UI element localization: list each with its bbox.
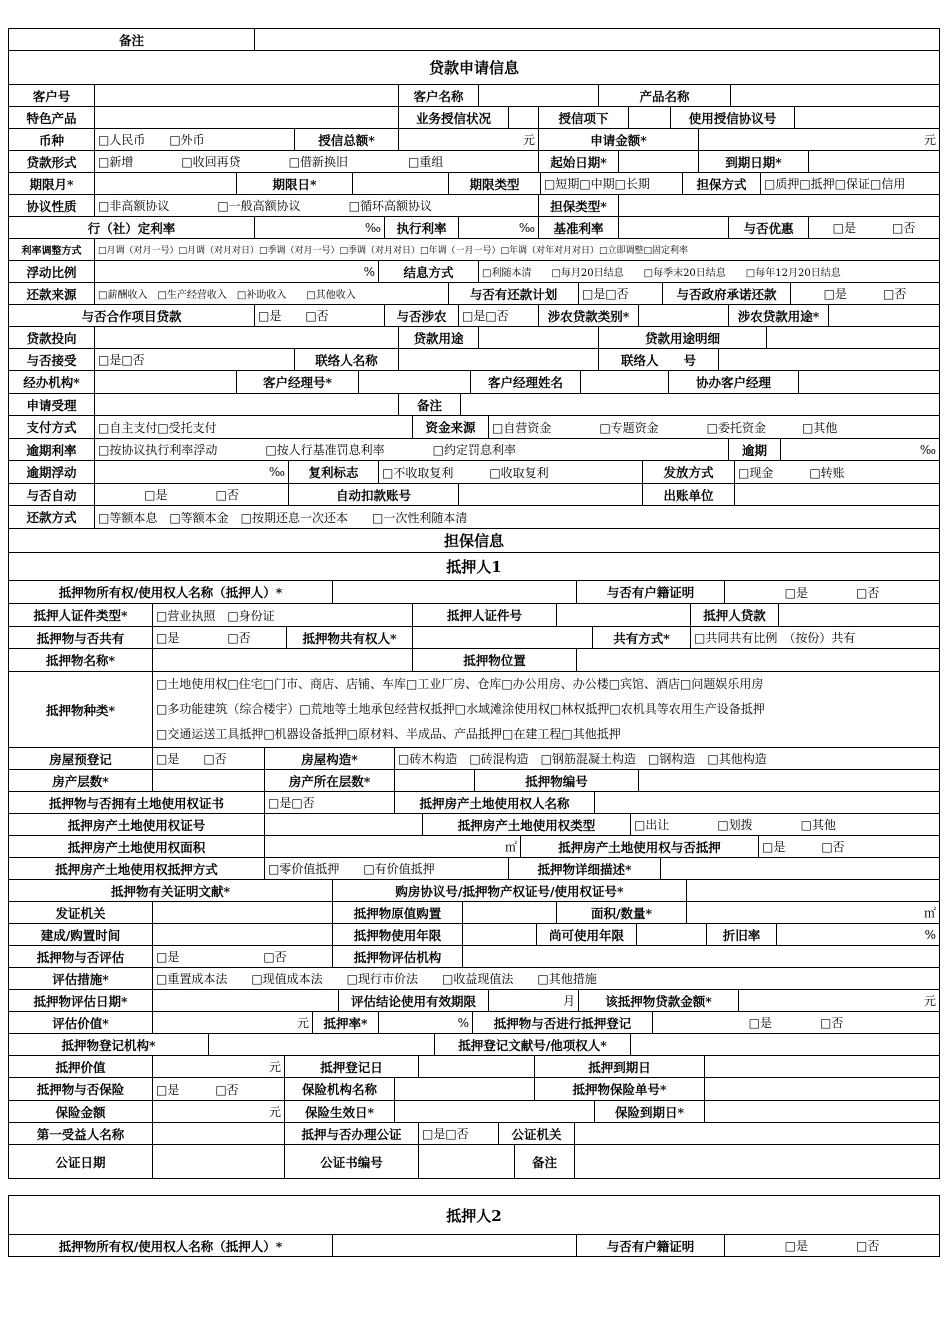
credit-total-label: 授信总额* — [295, 129, 399, 150]
household-proof-options[interactable]: □是 □否 — [784, 585, 880, 600]
contact-row — [8, 349, 940, 371]
collateral-detail-label: 抵押物详细描述* — [509, 858, 661, 879]
owner-name-field[interactable] — [333, 1235, 577, 1256]
eval-method-options[interactable]: □重置成本法 □现值成本法 □现行市价法 □收益现值法 □其他措施 — [156, 972, 597, 986]
issuer-row — [8, 902, 940, 924]
reg-agency-row — [8, 1034, 940, 1056]
build-time-row — [8, 924, 940, 946]
guarantee-method-options[interactable]: □质押□抵押□保证□信用 — [764, 177, 906, 191]
overdue-rate-options[interactable]: □按协议执行利率浮动 □按人行基准罚息利率 □约定罚息利率 — [95, 439, 729, 460]
id-number-field[interactable] — [557, 604, 691, 626]
accept-label: 与否接受 — [9, 349, 95, 370]
collateral-type-options[interactable] — [153, 672, 939, 747]
notary-date-row — [8, 1145, 940, 1179]
agreement-options[interactable]: □非高额协议 □一般高额协议 □循环高额协议 — [95, 195, 539, 216]
house-structure-label: 房屋构造* — [265, 748, 395, 769]
contact-phone-field[interactable] — [719, 349, 939, 370]
loan-amount-field[interactable]: 元 — [923, 994, 936, 1008]
collateral-location-field[interactable] — [577, 649, 939, 671]
exec-rate-label: 执行利率 — [385, 217, 459, 238]
collateral-type-line[interactable]: □多功能建筑（综合楼宇）□荒地等土地承包经营权抵押□水域滩涂使用权□林权抵押□农机具等农用生产设备抵押 — [156, 702, 765, 716]
agreement-label: 协议性质 — [9, 195, 95, 216]
owner-name-label: 抵押物所有权/使用权人名称（抵押人）* — [9, 1235, 333, 1256]
auto-account-field[interactable] — [459, 484, 643, 505]
remark-label-3: 备注 — [515, 1145, 575, 1178]
overdue-label: 逾期 — [729, 439, 781, 460]
repay-method-label: 还款方式 — [9, 506, 95, 528]
remark-field[interactable] — [255, 29, 939, 50]
auto-options[interactable]: □是 □否 — [95, 484, 289, 505]
section-mortgagor-1 — [8, 553, 940, 581]
mortgage-end-label: 抵押到期日 — [535, 1056, 705, 1077]
insure-amount-row — [8, 1101, 940, 1123]
beneficiary-field[interactable] — [153, 1123, 285, 1144]
land-owner-name-label: 抵押房产土地使用权人名称 — [395, 792, 595, 813]
eval-valid-field[interactable]: 月 — [489, 990, 579, 1011]
land-owner-name-field[interactable] — [595, 792, 939, 813]
interest-method-options[interactable]: □利随本清 □每月20日结息 □每季末20日结息 □每年12月20日结息 — [482, 268, 841, 279]
term-day-label: 期限日* — [237, 173, 353, 194]
build-time-field[interactable] — [153, 924, 333, 945]
co-own-method-options[interactable]: □共同共有比例 （按份）共有 — [694, 631, 856, 645]
house-pre-row — [8, 748, 940, 770]
section-loan-info — [8, 51, 940, 85]
property-cert-field[interactable] — [687, 880, 939, 901]
currency-label: 币种 — [9, 129, 95, 150]
start-date-field[interactable] — [619, 151, 699, 172]
manager-id-field[interactable] — [359, 371, 471, 393]
house-pre-label: 房屋预登记 — [9, 748, 153, 769]
land-use-type-label: 抵押房产土地使用权类型 — [423, 814, 631, 835]
assist-manager-label: 协办客户经理 — [669, 371, 799, 393]
branch-field[interactable] — [95, 371, 237, 393]
auto-row — [8, 484, 940, 506]
floors-label: 房产层数* — [9, 770, 153, 791]
mortgage-end-field[interactable] — [705, 1056, 939, 1077]
land-cert-label: 抵押物与否拥有土地使用权证书 — [9, 792, 265, 813]
loan-usage-detail-field[interactable] — [767, 327, 939, 348]
land-mortgaged-options[interactable]: □是 □否 — [762, 840, 845, 854]
term-row — [8, 173, 940, 195]
fixed-rate-field[interactable]: ‰ — [255, 217, 385, 238]
collateral-type-line[interactable]: □交通运送工具抵押□机器设备抵押□原材料、半成品、产品抵押□在建工程□其他抵押 — [156, 727, 621, 741]
currency-options[interactable]: □人民币 □外币 — [95, 129, 295, 150]
apply-amount-label: 申请金额* — [539, 129, 699, 150]
agri-options[interactable]: □是□否 — [459, 305, 539, 326]
feature-product-label: 特色产品 — [9, 107, 95, 128]
loan-form-row — [8, 151, 940, 173]
float-row — [8, 261, 940, 283]
base-rate-label: 基准利率 — [539, 217, 619, 238]
coop-project-options[interactable]: □是 □否 — [255, 305, 385, 326]
customer-id-label: 客户号 — [9, 85, 95, 106]
mortgage-rate-field[interactable]: % — [379, 1012, 473, 1033]
notary-date-field[interactable] — [153, 1145, 285, 1178]
notary-label: 公证机关 — [499, 1123, 575, 1144]
discount-label: 与否优惠 — [729, 217, 809, 238]
land-cert-no-row — [8, 814, 940, 836]
land-mortgage-method-label: 抵押房产土地使用权抵押方式 — [9, 858, 265, 879]
land-mortgaged-label: 抵押房产土地使用权与否抵押 — [521, 836, 759, 857]
eval-agency-label: 抵押物评估机构 — [333, 946, 463, 967]
remark-field-3[interactable] — [575, 1145, 939, 1178]
notary-cert-no-label: 公证书编号 — [285, 1145, 419, 1178]
section-title: 贷款申请信息 — [428, 59, 519, 77]
issuer-label: 发证机关 — [9, 902, 153, 923]
apply-amount-unit[interactable]: 元 — [923, 133, 936, 147]
eval-date-field[interactable] — [153, 990, 339, 1011]
fixed-rate-label: 行（社）定利率 — [9, 217, 255, 238]
household-proof-options[interactable]: □是 □否 — [784, 1239, 880, 1253]
reg-date-label: 抵押登记日 — [285, 1056, 419, 1077]
term-month-field[interactable] — [95, 173, 237, 194]
overdue-float-row — [8, 461, 940, 484]
manager-id-label: 客户经理号* — [237, 371, 359, 393]
contact-phone-label: 联络人 号 — [599, 349, 719, 370]
id-type-label: 抵押人证件类型* — [9, 604, 153, 626]
land-cert-options[interactable]: □是□否 — [265, 792, 395, 813]
loan-usage-label: 贷款用途 — [399, 327, 479, 348]
customer-name-field[interactable] — [479, 85, 599, 106]
agri-purpose-label: 涉农贷款用途* — [729, 305, 829, 326]
loan-direction-label: 贷款投向 — [9, 327, 95, 348]
household-proof-label: 与否有户籍证明 — [577, 581, 725, 603]
beneficiary-label: 第一受益人名称 — [9, 1123, 153, 1144]
credit-agreement-label: 使用授信协议号 — [671, 107, 795, 128]
mortgage-rate-label: 抵押率* — [313, 1012, 379, 1033]
collateral-type-label: 抵押物种类* — [9, 672, 153, 747]
proof-docs-row — [8, 880, 940, 902]
use-years-label: 抵押物使用年限 — [333, 924, 463, 945]
land-cert-no-label: 抵押房产土地使用权证号 — [9, 814, 265, 835]
depreciation-label: 折旧率 — [707, 924, 777, 945]
rate-adjust-label: 利率调整方式 — [9, 239, 95, 260]
co-owner-field[interactable] — [413, 627, 593, 648]
co-owner-label: 抵押物共有权人* — [287, 627, 413, 648]
owner-row — [8, 581, 940, 604]
reg-agency-label: 抵押物登记机构* — [9, 1034, 209, 1055]
owner-row-2 — [8, 1235, 940, 1257]
co-own-row — [8, 627, 940, 649]
land-mortgage-method-options[interactable]: □零价值抵押 □有价值抵押 — [265, 858, 509, 879]
float-ratio-field[interactable]: % — [95, 261, 379, 282]
term-type-label: 期限类型 — [449, 173, 541, 194]
float-ratio-label: 浮动比例 — [9, 261, 95, 282]
section-title: 抵押人1 — [446, 558, 502, 576]
base-rate-field[interactable] — [619, 217, 729, 238]
original-value-field[interactable] — [463, 902, 557, 923]
eval-value-row — [8, 1012, 940, 1034]
start-date-label: 起始日期* — [539, 151, 619, 172]
coop-project-label: 与否合作项目贷款 — [9, 305, 255, 326]
repay-source-row — [8, 283, 940, 305]
proof-docs-label: 抵押物有关证明文献* — [9, 880, 333, 901]
collateral-name-label: 抵押物名称* — [9, 649, 153, 671]
overdue-float-label: 逾期浮动 — [9, 461, 95, 483]
house-structure-options[interactable]: □砖木构造 □砖混构造 □钢筋混凝土构造 □钢构造 □其他构造 — [398, 752, 767, 766]
product-name-field[interactable] — [731, 85, 939, 106]
build-time-label: 建成/购置时间 — [9, 924, 153, 945]
co-own-label: 抵押物与否共有 — [9, 627, 153, 648]
remain-years-field[interactable] — [637, 924, 707, 945]
auto-account-label: 自动扣款账号 — [289, 484, 459, 505]
land-area-label: 抵押房产土地使用权面积 — [9, 836, 265, 857]
depreciation-field[interactable]: % — [924, 927, 936, 942]
floor-at-field[interactable] — [395, 770, 475, 791]
gov-commit-options[interactable]: □是 □否 — [823, 287, 907, 301]
customer-name-label: 客户名称 — [399, 85, 479, 106]
use-years-field[interactable] — [463, 924, 537, 945]
out-unit-field[interactable] — [735, 484, 939, 505]
overdue-field[interactable]: ‰ — [919, 442, 936, 457]
agri-category-field[interactable] — [639, 305, 729, 326]
loan-usage-detail-label: 贷款用途明细 — [599, 327, 767, 348]
land-mortgage-method-row — [8, 858, 940, 880]
mortgage-value-label: 抵押价值 — [9, 1056, 153, 1077]
reg-agency-field[interactable] — [209, 1034, 435, 1055]
id-number-label: 抵押人证件号 — [413, 604, 557, 626]
insured-label: 抵押物与否保险 — [9, 1078, 153, 1100]
insurer-label: 保险机构名称 — [285, 1078, 395, 1100]
guarantee-method-label: 担保方式 — [683, 173, 761, 194]
notary-date-label: 公证日期 — [9, 1145, 153, 1178]
id-type-row — [8, 604, 940, 627]
out-unit-label: 出账单位 — [643, 484, 735, 505]
original-value-label: 抵押物原值购置 — [333, 902, 463, 923]
insure-start-label: 保险生效日* — [285, 1101, 395, 1122]
disburse-label: 发放方式 — [643, 461, 735, 483]
contact-name-field[interactable] — [399, 349, 599, 370]
end-date-field[interactable] — [809, 151, 939, 172]
collateral-no-label: 抵押物编号 — [475, 770, 639, 791]
rate-row — [8, 217, 940, 239]
land-cert-no-field[interactable] — [265, 814, 423, 835]
assist-manager-field[interactable] — [799, 371, 939, 393]
gov-commit-label: 与否政府承诺还款 — [663, 283, 791, 304]
rate-adjust-row — [8, 239, 940, 261]
rate-adjust-options[interactable]: □月调（对月一号）□月调（对月对日）□季调（对月一号）□季调（对月对日）□年调（一月一号）□年调（对年对月对日）□立即调整□固定利率 — [98, 246, 689, 256]
mortgage-value-row — [8, 1056, 940, 1078]
evaluated-options[interactable]: □是 □否 — [153, 946, 333, 967]
manager-name-field[interactable] — [581, 371, 669, 393]
insure-amount-label: 保险金额 — [9, 1101, 153, 1122]
discount-options[interactable]: □是 □否 — [832, 221, 916, 235]
notarize-label: 抵押与否办理公证 — [285, 1123, 419, 1144]
disburse-options[interactable]: □现金 □转账 — [738, 465, 845, 480]
overdue-rate-row — [8, 439, 940, 461]
contact-name-label: 联络人名称 — [295, 349, 399, 370]
land-cert-row — [8, 792, 940, 814]
eval-value-field[interactable]: 元 — [153, 1012, 313, 1033]
agreement-row — [8, 195, 940, 217]
insure-end-field[interactable] — [705, 1101, 939, 1122]
policy-no-field[interactable] — [705, 1078, 939, 1100]
policy-no-label: 抵押物保险单号* — [535, 1078, 705, 1100]
collateral-type-line[interactable]: □土地使用权□住宅□门市、商店、店铺、车库□工业厂房、仓库□办公用房、办公楼□宾馆、酒店□问题娱乐用房 — [156, 677, 764, 691]
customer-row — [8, 85, 940, 107]
collateral-location-label: 抵押物位置 — [413, 649, 577, 671]
registered-options[interactable]: □是 □否 — [748, 1016, 844, 1030]
page-gap — [8, 1179, 940, 1195]
evaluated-label: 抵押物与否评估 — [9, 946, 153, 967]
reg-date-field[interactable] — [419, 1056, 535, 1077]
exec-rate-field[interactable]: ‰ — [459, 217, 539, 238]
notary-cert-no-field[interactable] — [419, 1145, 515, 1178]
apply-accept-field[interactable] — [95, 394, 399, 415]
area-qty-label: 面积/数量* — [557, 902, 687, 923]
repay-plan-label: 与否有还款计划 — [449, 283, 579, 304]
mortgagor-loan-field[interactable] — [779, 604, 939, 626]
auto-label: 与否自动 — [9, 484, 95, 505]
area-qty-field[interactable]: ㎡ — [923, 906, 936, 920]
remark-top-row — [8, 28, 940, 51]
loan-form-label: 贷款形式 — [9, 151, 95, 172]
credit-agreement-field[interactable] — [795, 107, 939, 128]
co-own-options[interactable]: □是 □否 — [153, 627, 287, 648]
land-use-type-options[interactable]: □出让 □划拨 □其他 — [634, 818, 837, 832]
insured-row — [8, 1078, 940, 1101]
collateral-name-field[interactable] — [153, 649, 413, 671]
beneficiary-row — [8, 1123, 940, 1145]
remark-label: 备注 — [9, 29, 255, 50]
payment-method-options[interactable]: □自主支付□受托支付 — [95, 416, 413, 438]
repay-method-options[interactable]: □等额本息 □等额本金 □按期还息一次还本 □一次性利随本清 — [98, 510, 468, 525]
credit-status-label: 业务授信状况 — [399, 107, 509, 128]
land-area-field[interactable]: ㎡ — [265, 836, 521, 857]
evaluated-row — [8, 946, 940, 968]
repay-source-options[interactable]: □薪酬收入 □生产经营收入 □补助收入 □其他收入 — [95, 283, 449, 304]
eval-value-label: 评估价值* — [9, 1012, 153, 1033]
eval-method-row — [8, 968, 940, 990]
eval-date-row — [8, 990, 940, 1012]
eval-agency-field[interactable] — [463, 946, 939, 967]
loan-usage-field[interactable] — [479, 327, 599, 348]
agri-category-label: 涉农贷款类别* — [539, 305, 639, 326]
floors-field[interactable] — [153, 770, 265, 791]
notary-field[interactable] — [575, 1123, 939, 1144]
insure-end-label: 保险到期日* — [595, 1101, 705, 1122]
eval-valid-label: 评估结论使用有效期限 — [339, 990, 489, 1011]
guarantee-type-field[interactable] — [619, 195, 939, 216]
reg-doc-field[interactable] — [631, 1034, 939, 1055]
section-title: 抵押人2 — [446, 1206, 502, 1225]
remain-years-label: 尚可使用年限 — [537, 924, 637, 945]
currency-row — [8, 129, 940, 151]
manager-row — [8, 371, 940, 394]
insure-amount-field[interactable]: 元 — [153, 1101, 285, 1122]
fund-source-options[interactable]: □自营资金 □专题资金 □委托资金 □其他 — [492, 420, 838, 435]
section-title: 担保信息 — [443, 532, 504, 550]
customer-id-field[interactable] — [95, 85, 399, 106]
floors-row — [8, 770, 940, 792]
accept-remark-row — [8, 394, 940, 416]
loan-form-options[interactable]: □新增 □收回再贷 □借新换旧 □重组 — [95, 151, 539, 172]
accept-options[interactable]: □是□否 — [95, 349, 295, 370]
insurer-field[interactable] — [395, 1078, 535, 1100]
agri-purpose-field[interactable] — [829, 305, 939, 326]
branch-label: 经办机构* — [9, 371, 95, 393]
manager-name-label: 客户经理姓名 — [471, 371, 581, 393]
insure-start-field[interactable] — [395, 1101, 595, 1122]
repay-method-row — [8, 506, 940, 529]
agri-label: 与否涉农 — [385, 305, 459, 326]
collateral-name-row — [8, 649, 940, 672]
land-area-row — [8, 836, 940, 858]
compound-options[interactable]: □不收取复利 □收取复利 — [379, 461, 643, 483]
owner-name-field[interactable] — [333, 581, 577, 603]
mortgagor-loan-label: 抵押人贷款 — [691, 604, 779, 626]
fund-source-label: 资金来源 — [413, 416, 489, 438]
section-guarantee-info — [8, 529, 940, 553]
feature-product-field[interactable] — [95, 107, 399, 128]
collateral-no-field[interactable] — [639, 770, 939, 791]
eval-date-label: 抵押物评估日期* — [9, 990, 153, 1011]
repay-source-label: 还款来源 — [9, 283, 95, 304]
eval-method-label: 评估措施* — [9, 968, 153, 989]
mortgage-value-field[interactable]: 元 — [153, 1056, 285, 1077]
loan-direction-row — [8, 327, 940, 349]
overdue-rate-label: 逾期利率 — [9, 439, 95, 460]
property-cert-label: 购房协议号/抵押物产权证号/使用权证号* — [333, 880, 687, 901]
guarantee-type-label: 担保类型* — [539, 195, 619, 216]
interest-method-label: 结息方式 — [379, 261, 479, 282]
term-day-field[interactable] — [353, 173, 449, 194]
reg-doc-label: 抵押登记文献号/他项权人* — [435, 1034, 631, 1055]
credit-under-label: 授信项下 — [539, 107, 629, 128]
collateral-type-row — [8, 672, 940, 748]
collateral-detail-field[interactable] — [661, 858, 939, 879]
apply-accept-label: 申请受理 — [9, 394, 95, 415]
issuer-field[interactable] — [153, 902, 333, 923]
repay-plan-options[interactable]: □是□否 — [579, 283, 663, 304]
coop-row — [8, 305, 940, 327]
owner-name-label: 抵押物所有权/使用权人名称（抵押人）* — [9, 581, 333, 603]
section-mortgagor-2 — [8, 1195, 940, 1235]
end-date-label: 到期日期* — [699, 151, 809, 172]
product-name-label: 产品名称 — [599, 85, 731, 106]
insured-options[interactable]: □是 □否 — [153, 1078, 285, 1100]
credit-total-unit[interactable]: 元 — [399, 129, 539, 150]
payment-row — [8, 416, 940, 439]
overdue-float-field[interactable]: ‰ — [95, 461, 289, 483]
term-type-options[interactable]: □短期□中期□长期 — [541, 173, 683, 194]
credit-under-field[interactable] — [629, 107, 671, 128]
credit-status-field[interactable] — [509, 107, 539, 128]
compound-label: 复利标志 — [289, 461, 379, 483]
house-pre-options[interactable]: □是 □否 — [153, 748, 265, 769]
floor-at-label: 房产所在层数* — [265, 770, 395, 791]
remark-field-2[interactable] — [461, 394, 939, 415]
payment-method-label: 支付方式 — [9, 416, 95, 438]
household-proof-label: 与否有户籍证明 — [577, 1235, 725, 1256]
term-month-label: 期限月* — [9, 173, 95, 194]
co-own-method-label: 共有方式* — [593, 627, 691, 648]
remark-label-2: 备注 — [399, 394, 461, 415]
notarize-options[interactable]: □是□否 — [419, 1123, 499, 1144]
id-type-options[interactable]: □营业执照 □身份证 — [153, 604, 413, 626]
loan-direction-field[interactable] — [95, 327, 399, 348]
registered-label: 抵押物与否进行抵押登记 — [473, 1012, 653, 1033]
loan-application-form — [8, 28, 940, 1257]
credit-row — [8, 107, 940, 129]
loan-amount-label: 该抵押物贷款金额* — [579, 990, 739, 1011]
